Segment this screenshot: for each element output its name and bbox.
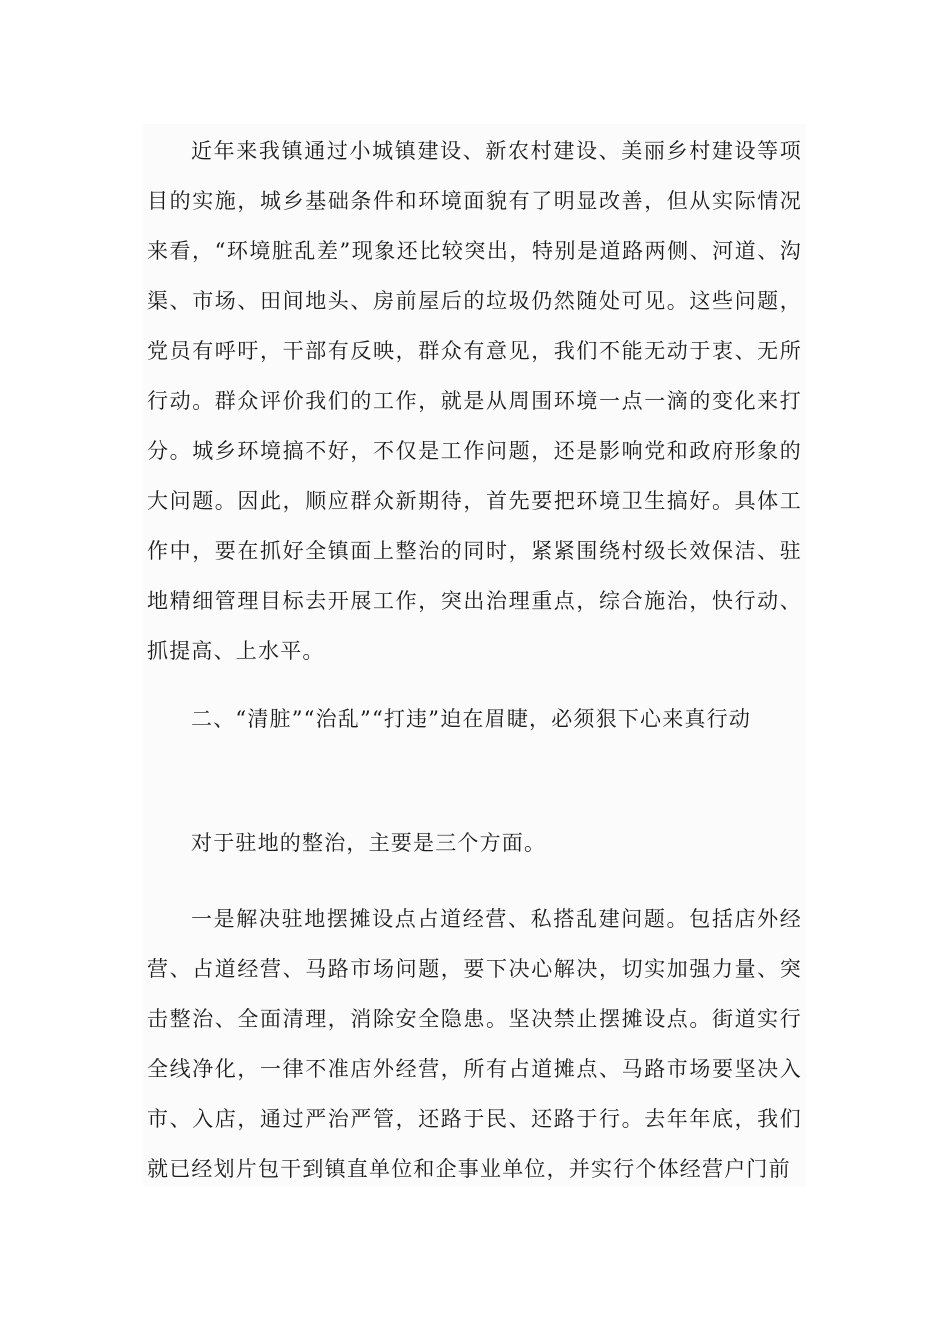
- paragraph-three-aspects: 对于驻地的整治，主要是三个方面。: [191, 831, 547, 855]
- paragraph-street-vendors: 一是解决驻地摆摊设点占道经营、私搭乱建问题。包括店外经营、占道经营、马路市场问题，要下决心解决，切实加强力量、突击整治、全面清理，消除安全隐患。坚决禁止摆摊设点。街道实行全线净化，一律不准店外经营，所有占道摊点、马路市场要坚决入市、入店，通过严治严管，还路于民、还路于行。去年年底，我们就已经划片包干到镇直单位和企事业单位，并实行个体经营户门前: [147, 907, 802, 1181]
- paragraph-environment-overview: 近年来我镇通过小城镇建设、新农村建设、美丽乡村建设等项目的实施，城乡基础条件和环境面貌有了明显改善，但从实际情况来看，“环境脏乱差”现象还比较突出，特别是道路两侧、河道、沟渠、市场、田间地头、房前屋后的垃圾仍然随处可见。这些问题，党员有呼吁，干部有反映，群众有意见，我们不能无动于衷、无所行动。群众评价我们的工作，就是从周围环境一点一滴的变化来打分。城乡环境搞不好，不仅是工作问题，还是影响党和政府形象的大问题。因此，顺应群众新期待，首先要把环境卫生搞好。具体工作中，要在抓好全镇面上整治的同时，紧紧围绕村级长效保洁、驻地精细管理目标去开展工作，突出治理重点，综合施治，快行动、抓提高、上水平。: [147, 139, 802, 663]
- document-body: [143, 124, 806, 1186]
- section-heading-two: 二、“清脏”“治乱”“打违”迫在眉睫，必须狠下心来真行动: [191, 707, 752, 731]
